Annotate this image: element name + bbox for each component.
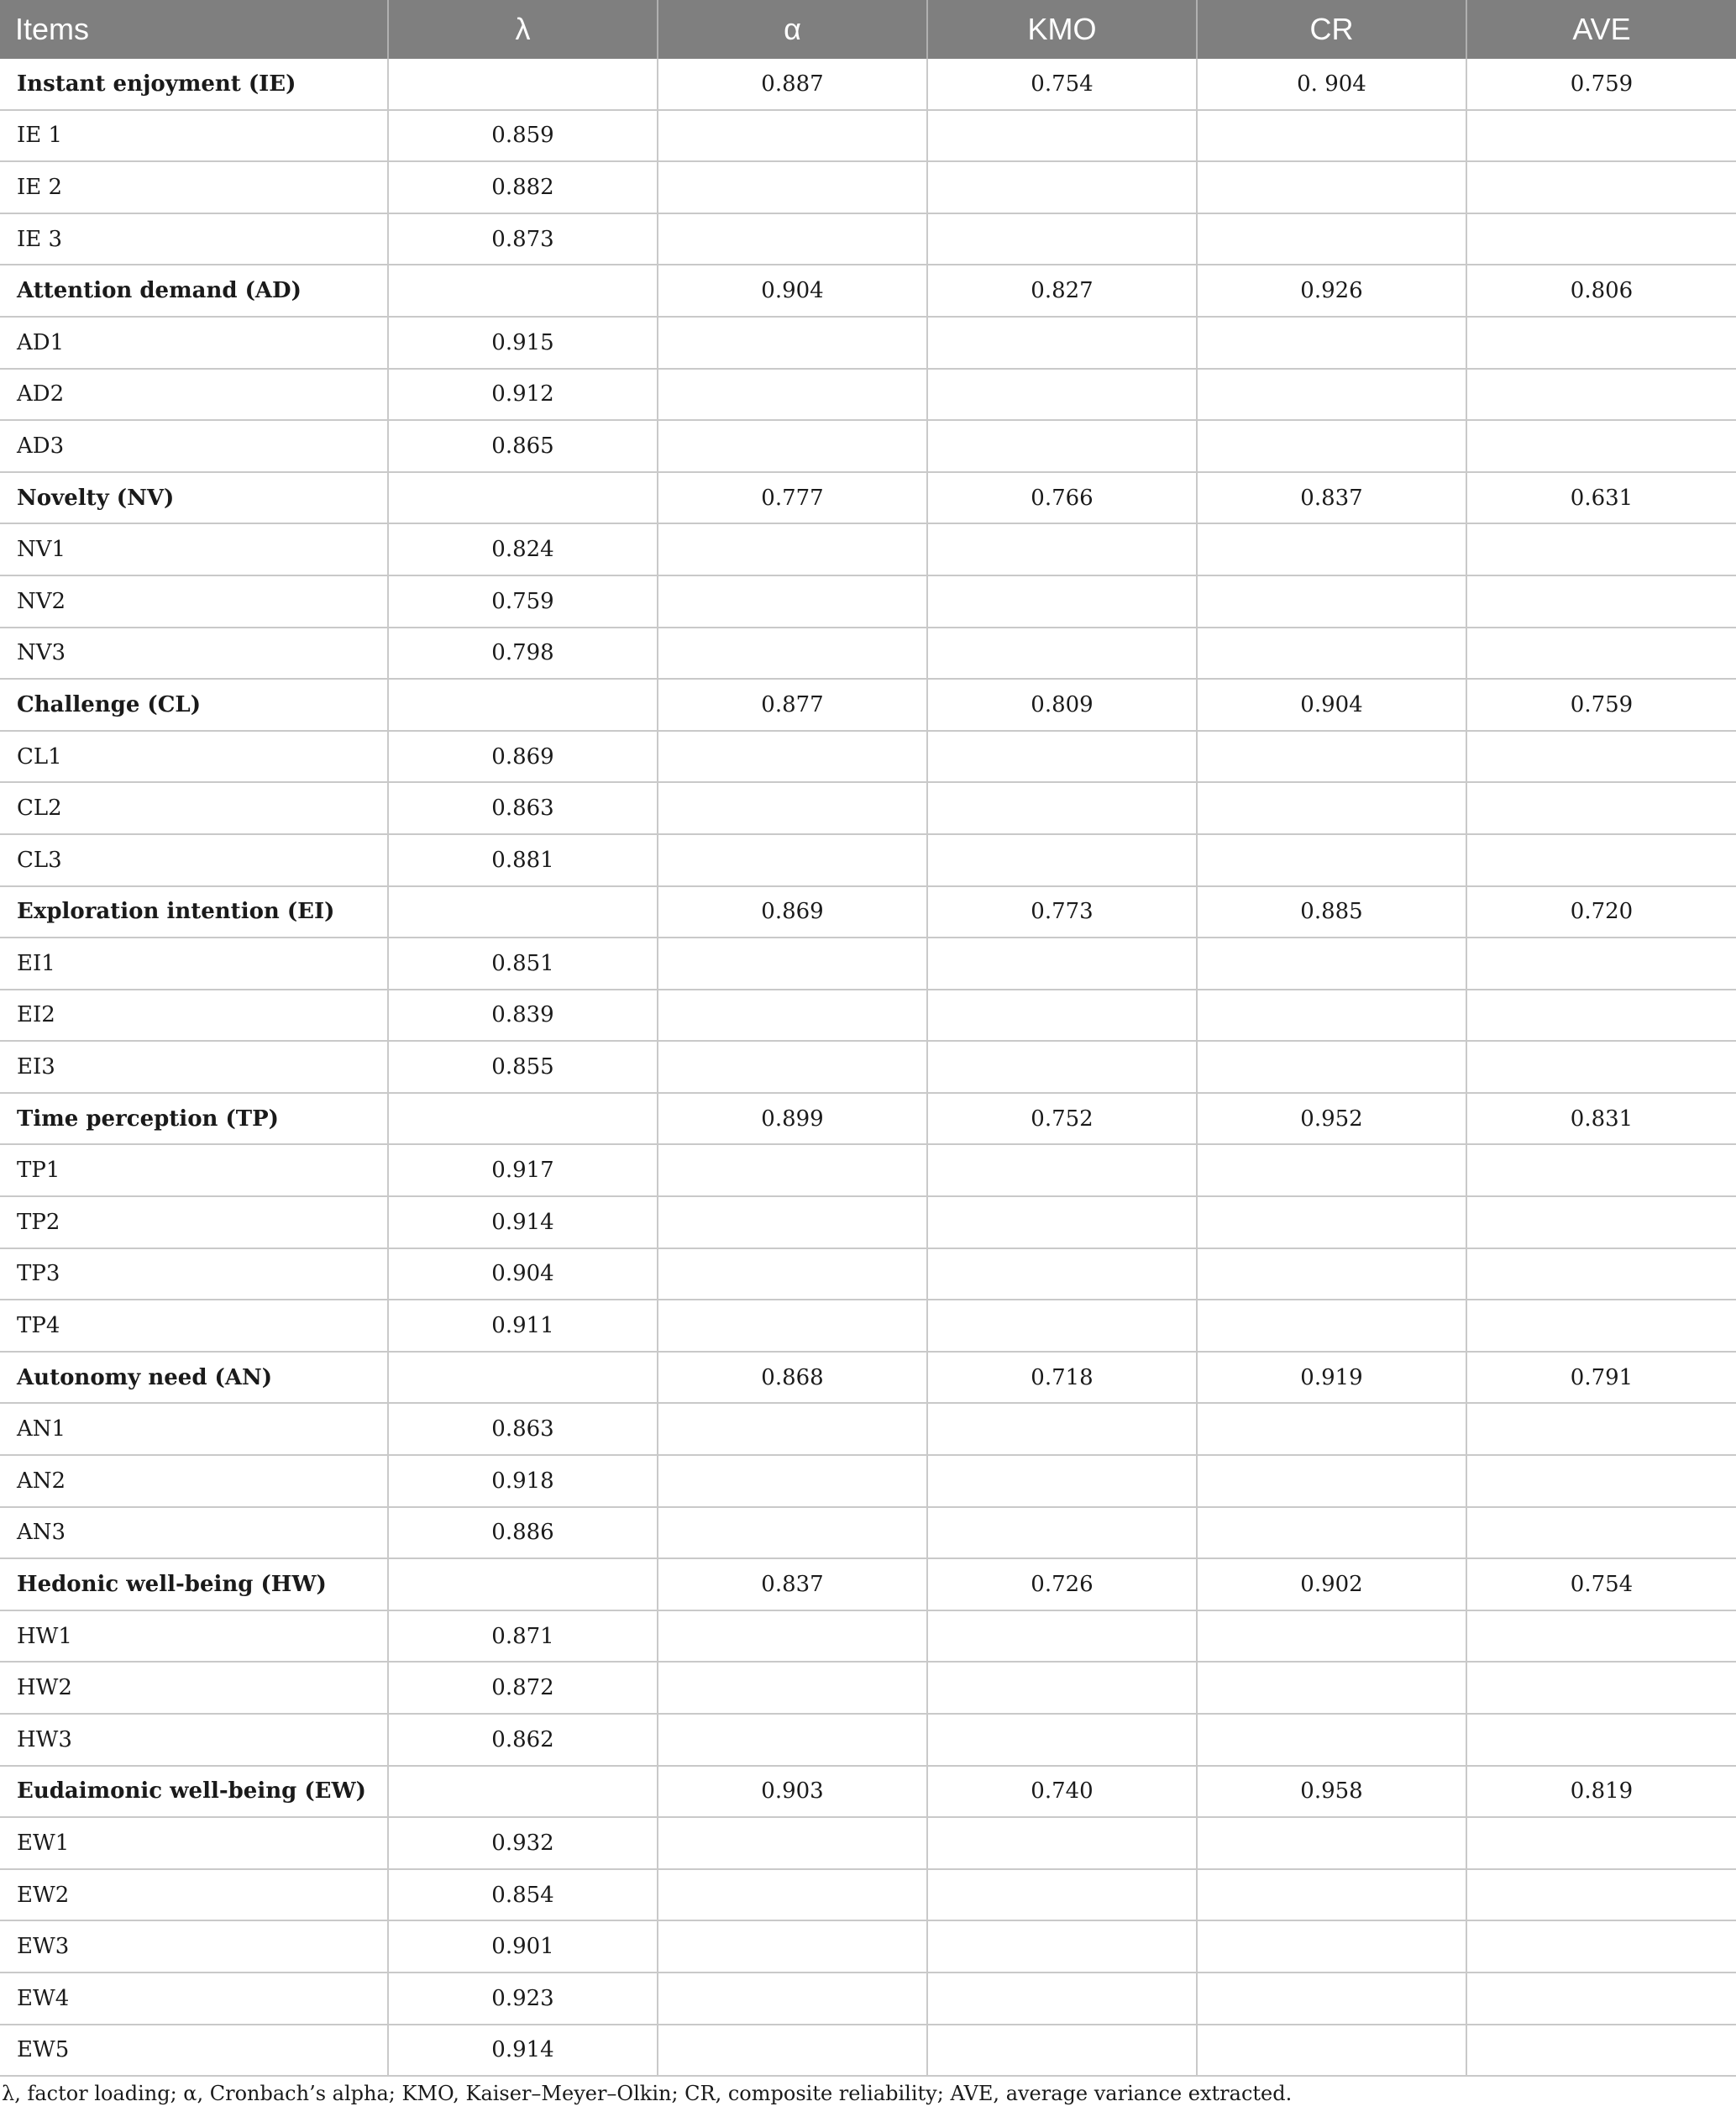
cell-item: TP3	[0, 1248, 388, 1300]
cell-kmo	[927, 990, 1197, 1042]
cell-item: HW1	[0, 1610, 388, 1663]
cell-kmo	[927, 834, 1197, 886]
cell-item: EW5	[0, 2025, 388, 2077]
cell-kmo	[927, 1610, 1197, 1663]
cell-item: AD2	[0, 369, 388, 421]
cell-cr	[1197, 317, 1466, 369]
cell-alpha: 0.904	[658, 265, 927, 317]
cell-ave: 0.806	[1466, 265, 1736, 317]
table-header-row	[0, 0, 1736, 59]
cell-kmo	[927, 628, 1197, 680]
cell-lambda	[388, 886, 658, 938]
header-ave: AVE	[1466, 0, 1736, 59]
cell-lambda: 0.839	[388, 990, 658, 1042]
item-row	[0, 1714, 1736, 1766]
cell-item: TP2	[0, 1196, 388, 1248]
cell-item: Instant enjoyment (IE)	[0, 59, 388, 110]
cell-item: AN2	[0, 1455, 388, 1507]
cell-kmo: 0.809	[927, 679, 1197, 731]
cell-cr: 0. 904	[1197, 59, 1466, 110]
cell-alpha	[658, 1714, 927, 1766]
cell-kmo	[927, 1714, 1197, 1766]
construct-row	[0, 679, 1736, 731]
cell-ave	[1466, 1869, 1736, 1921]
cell-ave	[1466, 1973, 1736, 2025]
cell-cr	[1197, 1196, 1466, 1248]
cell-lambda: 0.865	[388, 420, 658, 472]
cell-kmo	[927, 1300, 1197, 1352]
cell-lambda: 0.881	[388, 834, 658, 886]
cell-item: AN3	[0, 1507, 388, 1559]
cell-cr	[1197, 161, 1466, 213]
cell-kmo	[927, 1455, 1197, 1507]
cell-alpha: 0.777	[658, 472, 927, 524]
cell-item: Hedonic well-being (HW)	[0, 1558, 388, 1610]
cell-cr	[1197, 1041, 1466, 1093]
cell-cr	[1197, 628, 1466, 680]
cell-kmo	[927, 1662, 1197, 1714]
cell-alpha	[658, 1817, 927, 1869]
cell-alpha	[658, 1973, 927, 2025]
cell-alpha: 0.868	[658, 1352, 927, 1404]
item-row	[0, 317, 1736, 369]
cell-lambda: 0.901	[388, 1920, 658, 1973]
item-row	[0, 420, 1736, 472]
cell-item: HW3	[0, 1714, 388, 1766]
cell-item: NV2	[0, 575, 388, 628]
cell-ave: 0.759	[1466, 679, 1736, 731]
cell-lambda: 0.915	[388, 317, 658, 369]
cell-lambda: 0.932	[388, 1817, 658, 1869]
cell-alpha	[658, 1041, 927, 1093]
cell-cr	[1197, 420, 1466, 472]
cell-item: IE 1	[0, 110, 388, 162]
construct-row	[0, 1352, 1736, 1404]
cell-kmo	[927, 575, 1197, 628]
cell-kmo	[927, 1507, 1197, 1559]
cell-kmo: 0.766	[927, 472, 1197, 524]
cell-item: AD1	[0, 317, 388, 369]
cell-ave	[1466, 1662, 1736, 1714]
cell-item: Autonomy need (AN)	[0, 1352, 388, 1404]
cell-alpha: 0.877	[658, 679, 927, 731]
item-row	[0, 1920, 1736, 1973]
cell-cr	[1197, 1507, 1466, 1559]
cell-lambda: 0.854	[388, 1869, 658, 1921]
cell-kmo	[927, 938, 1197, 990]
cell-kmo: 0.773	[927, 886, 1197, 938]
cell-item: IE 2	[0, 161, 388, 213]
cell-cr: 0.904	[1197, 679, 1466, 731]
cell-kmo: 0.827	[927, 265, 1197, 317]
cell-cr	[1197, 2025, 1466, 2077]
cell-lambda: 0.886	[388, 1507, 658, 1559]
cell-alpha: 0.899	[658, 1093, 927, 1145]
cell-cr: 0.958	[1197, 1766, 1466, 1818]
cell-alpha: 0.887	[658, 59, 927, 110]
cell-lambda: 0.914	[388, 2025, 658, 2077]
cell-item: TP1	[0, 1144, 388, 1196]
cell-kmo	[927, 523, 1197, 575]
cell-item: CL1	[0, 731, 388, 783]
cell-ave	[1466, 1714, 1736, 1766]
item-row	[0, 369, 1736, 421]
item-row	[0, 1144, 1736, 1196]
cell-cr	[1197, 1973, 1466, 2025]
cell-alpha	[658, 731, 927, 783]
construct-row	[0, 265, 1736, 317]
cell-ave	[1466, 1507, 1736, 1559]
cell-ave	[1466, 1920, 1736, 1973]
cell-ave	[1466, 1041, 1736, 1093]
cell-alpha	[658, 523, 927, 575]
cell-lambda	[388, 1352, 658, 1404]
cell-ave	[1466, 731, 1736, 783]
item-row	[0, 731, 1736, 783]
construct-row	[0, 1558, 1736, 1610]
cell-lambda: 0.859	[388, 110, 658, 162]
cell-item: EI2	[0, 990, 388, 1042]
cell-alpha	[658, 110, 927, 162]
cell-kmo	[927, 1041, 1197, 1093]
cell-ave	[1466, 161, 1736, 213]
cell-alpha	[658, 1300, 927, 1352]
cell-ave	[1466, 1300, 1736, 1352]
cell-kmo	[927, 731, 1197, 783]
item-row	[0, 938, 1736, 990]
cell-lambda: 0.869	[388, 731, 658, 783]
cell-alpha	[658, 575, 927, 628]
cell-ave	[1466, 369, 1736, 421]
cell-item: EI3	[0, 1041, 388, 1093]
cell-ave	[1466, 990, 1736, 1042]
item-row	[0, 1196, 1736, 1248]
cell-item: NV1	[0, 523, 388, 575]
cell-lambda: 0.855	[388, 1041, 658, 1093]
cell-lambda: 0.798	[388, 628, 658, 680]
item-row	[0, 1662, 1736, 1714]
cell-ave	[1466, 1817, 1736, 1869]
cell-alpha	[658, 1869, 927, 1921]
cell-alpha	[658, 369, 927, 421]
cell-ave: 0.754	[1466, 1558, 1736, 1610]
cell-cr: 0.902	[1197, 1558, 1466, 1610]
cell-ave	[1466, 420, 1736, 472]
cell-kmo	[927, 1196, 1197, 1248]
item-row	[0, 110, 1736, 162]
cell-lambda: 0.862	[388, 1714, 658, 1766]
cell-cr	[1197, 1248, 1466, 1300]
cell-item: Time perception (TP)	[0, 1093, 388, 1145]
cell-alpha	[658, 1507, 927, 1559]
cell-kmo: 0.726	[927, 1558, 1197, 1610]
cell-lambda	[388, 265, 658, 317]
cell-alpha	[658, 628, 927, 680]
cell-ave	[1466, 1196, 1736, 1248]
cell-alpha	[658, 1610, 927, 1663]
cell-lambda: 0.759	[388, 575, 658, 628]
header-kmo: KMO	[927, 0, 1197, 59]
item-row	[0, 1973, 1736, 2025]
item-row	[0, 523, 1736, 575]
cell-lambda	[388, 1558, 658, 1610]
cell-lambda: 0.871	[388, 1610, 658, 1663]
cell-cr	[1197, 990, 1466, 1042]
cell-cr	[1197, 1920, 1466, 1973]
cell-item: CL3	[0, 834, 388, 886]
cell-kmo	[927, 1869, 1197, 1921]
construct-row	[0, 1093, 1736, 1145]
cell-alpha: 0.903	[658, 1766, 927, 1818]
cell-lambda: 0.882	[388, 161, 658, 213]
table-body	[0, 59, 1736, 2076]
cell-cr	[1197, 938, 1466, 990]
cell-kmo	[927, 1973, 1197, 2025]
cell-lambda: 0.824	[388, 523, 658, 575]
cell-alpha	[658, 1920, 927, 1973]
cell-kmo	[927, 317, 1197, 369]
cell-kmo	[927, 1248, 1197, 1300]
cell-kmo	[927, 110, 1197, 162]
cell-cr: 0.926	[1197, 265, 1466, 317]
cell-lambda	[388, 679, 658, 731]
cell-item: EW1	[0, 1817, 388, 1869]
cell-kmo	[927, 213, 1197, 265]
cell-lambda	[388, 1766, 658, 1818]
item-row	[0, 1248, 1736, 1300]
cell-cr	[1197, 213, 1466, 265]
cell-ave: 0.819	[1466, 1766, 1736, 1818]
cell-lambda: 0.912	[388, 369, 658, 421]
cell-kmo: 0.718	[927, 1352, 1197, 1404]
cell-ave	[1466, 2025, 1736, 2077]
cell-ave: 0.831	[1466, 1093, 1736, 1145]
construct-row	[0, 886, 1736, 938]
cell-item: EW2	[0, 1869, 388, 1921]
cell-lambda: 0.863	[388, 782, 658, 834]
cell-ave: 0.720	[1466, 886, 1736, 938]
header-items: Items	[0, 0, 388, 59]
cell-item: AD3	[0, 420, 388, 472]
construct-row	[0, 472, 1736, 524]
cell-cr	[1197, 1300, 1466, 1352]
cell-cr: 0.837	[1197, 472, 1466, 524]
cell-cr: 0.919	[1197, 1352, 1466, 1404]
cell-item: NV3	[0, 628, 388, 680]
header-lambda: λ	[388, 0, 658, 59]
cell-lambda	[388, 1093, 658, 1145]
cell-ave	[1466, 1403, 1736, 1455]
cell-item: Exploration intention (EI)	[0, 886, 388, 938]
cell-cr	[1197, 369, 1466, 421]
header-cr: CR	[1197, 0, 1466, 59]
construct-row	[0, 1766, 1736, 1818]
cell-item: Challenge (CL)	[0, 679, 388, 731]
cell-alpha	[658, 782, 927, 834]
cell-alpha	[658, 990, 927, 1042]
cell-ave	[1466, 1455, 1736, 1507]
cell-ave	[1466, 834, 1736, 886]
cell-lambda: 0.851	[388, 938, 658, 990]
item-row	[0, 834, 1736, 886]
cell-ave	[1466, 317, 1736, 369]
cell-lambda: 0.911	[388, 1300, 658, 1352]
cell-alpha	[658, 938, 927, 990]
cell-cr: 0.952	[1197, 1093, 1466, 1145]
cell-alpha	[658, 213, 927, 265]
cell-kmo: 0.740	[927, 1766, 1197, 1818]
cell-item: CL2	[0, 782, 388, 834]
cell-alpha	[658, 317, 927, 369]
item-row	[0, 1403, 1736, 1455]
cell-cr	[1197, 1662, 1466, 1714]
cell-lambda: 0.873	[388, 213, 658, 265]
cell-lambda	[388, 472, 658, 524]
cell-cr	[1197, 1144, 1466, 1196]
cell-cr	[1197, 782, 1466, 834]
cell-alpha	[658, 1144, 927, 1196]
cell-lambda: 0.923	[388, 1973, 658, 2025]
cell-item: AN1	[0, 1403, 388, 1455]
cell-cr	[1197, 575, 1466, 628]
construct-row	[0, 59, 1736, 110]
cell-item: IE 3	[0, 213, 388, 265]
cell-lambda: 0.863	[388, 1403, 658, 1455]
item-row	[0, 782, 1736, 834]
cell-kmo	[927, 1920, 1197, 1973]
cell-alpha	[658, 2025, 927, 2077]
item-row	[0, 1300, 1736, 1352]
cell-cr	[1197, 110, 1466, 162]
item-row	[0, 628, 1736, 680]
cell-cr	[1197, 1869, 1466, 1921]
cell-cr	[1197, 1455, 1466, 1507]
cell-kmo	[927, 1403, 1197, 1455]
cell-ave	[1466, 213, 1736, 265]
item-row	[0, 2025, 1736, 2077]
cell-lambda: 0.914	[388, 1196, 658, 1248]
cell-cr	[1197, 523, 1466, 575]
cell-alpha	[658, 1196, 927, 1248]
cell-item: Attention demand (AD)	[0, 265, 388, 317]
cell-alpha: 0.837	[658, 1558, 927, 1610]
cell-lambda: 0.917	[388, 1144, 658, 1196]
cell-item: EW4	[0, 1973, 388, 2025]
cell-item: EW3	[0, 1920, 388, 1973]
cell-alpha	[658, 1403, 927, 1455]
cell-kmo	[927, 420, 1197, 472]
item-row	[0, 1455, 1736, 1507]
cell-ave	[1466, 523, 1736, 575]
cell-item: TP4	[0, 1300, 388, 1352]
cell-alpha	[658, 420, 927, 472]
cell-cr	[1197, 1610, 1466, 1663]
cell-kmo: 0.752	[927, 1093, 1197, 1145]
cell-alpha	[658, 834, 927, 886]
item-row	[0, 1041, 1736, 1093]
cell-kmo: 0.754	[927, 59, 1197, 110]
item-row	[0, 575, 1736, 628]
cell-item: Eudaimonic well-being (EW)	[0, 1766, 388, 1818]
cell-alpha	[658, 1455, 927, 1507]
cell-alpha	[658, 1662, 927, 1714]
cell-kmo	[927, 161, 1197, 213]
cell-kmo	[927, 2025, 1197, 2077]
item-row	[0, 1610, 1736, 1663]
item-row	[0, 990, 1736, 1042]
cell-lambda: 0.904	[388, 1248, 658, 1300]
cell-ave	[1466, 1248, 1736, 1300]
cell-ave	[1466, 782, 1736, 834]
cell-ave	[1466, 1144, 1736, 1196]
cell-cr	[1197, 731, 1466, 783]
cell-ave: 0.631	[1466, 472, 1736, 524]
cell-cr	[1197, 1817, 1466, 1869]
item-row	[0, 161, 1736, 213]
table-footnote: λ, factor loading; α, Cronbach’s alpha; KMO, Kaiser–Meyer–Olkin; CR, composite reliability; AVE, average variance extracted.	[2, 2082, 1293, 2105]
cell-lambda: 0.872	[388, 1662, 658, 1714]
cell-cr	[1197, 1714, 1466, 1766]
cell-ave	[1466, 110, 1736, 162]
cell-kmo	[927, 369, 1197, 421]
item-row	[0, 1507, 1736, 1559]
cell-alpha	[658, 161, 927, 213]
cell-ave	[1466, 628, 1736, 680]
cell-kmo	[927, 782, 1197, 834]
header-alpha: α	[658, 0, 927, 59]
cell-alpha	[658, 1248, 927, 1300]
item-row	[0, 1817, 1736, 1869]
cell-ave	[1466, 575, 1736, 628]
cell-ave	[1466, 1610, 1736, 1663]
cell-ave	[1466, 938, 1736, 990]
cell-cr: 0.885	[1197, 886, 1466, 938]
cell-lambda	[388, 59, 658, 110]
cell-cr	[1197, 1403, 1466, 1455]
cell-kmo	[927, 1144, 1197, 1196]
cell-ave: 0.791	[1466, 1352, 1736, 1404]
cell-lambda: 0.918	[388, 1455, 658, 1507]
cell-cr	[1197, 834, 1466, 886]
cell-item: EI1	[0, 938, 388, 990]
cell-alpha: 0.869	[658, 886, 927, 938]
cell-ave: 0.759	[1570, 71, 1634, 97]
item-row	[0, 1869, 1736, 1921]
item-row	[0, 213, 1736, 265]
cell-item: HW2	[0, 1662, 388, 1714]
cell-item: Novelty (NV)	[0, 472, 388, 524]
cell-kmo	[927, 1817, 1197, 1869]
